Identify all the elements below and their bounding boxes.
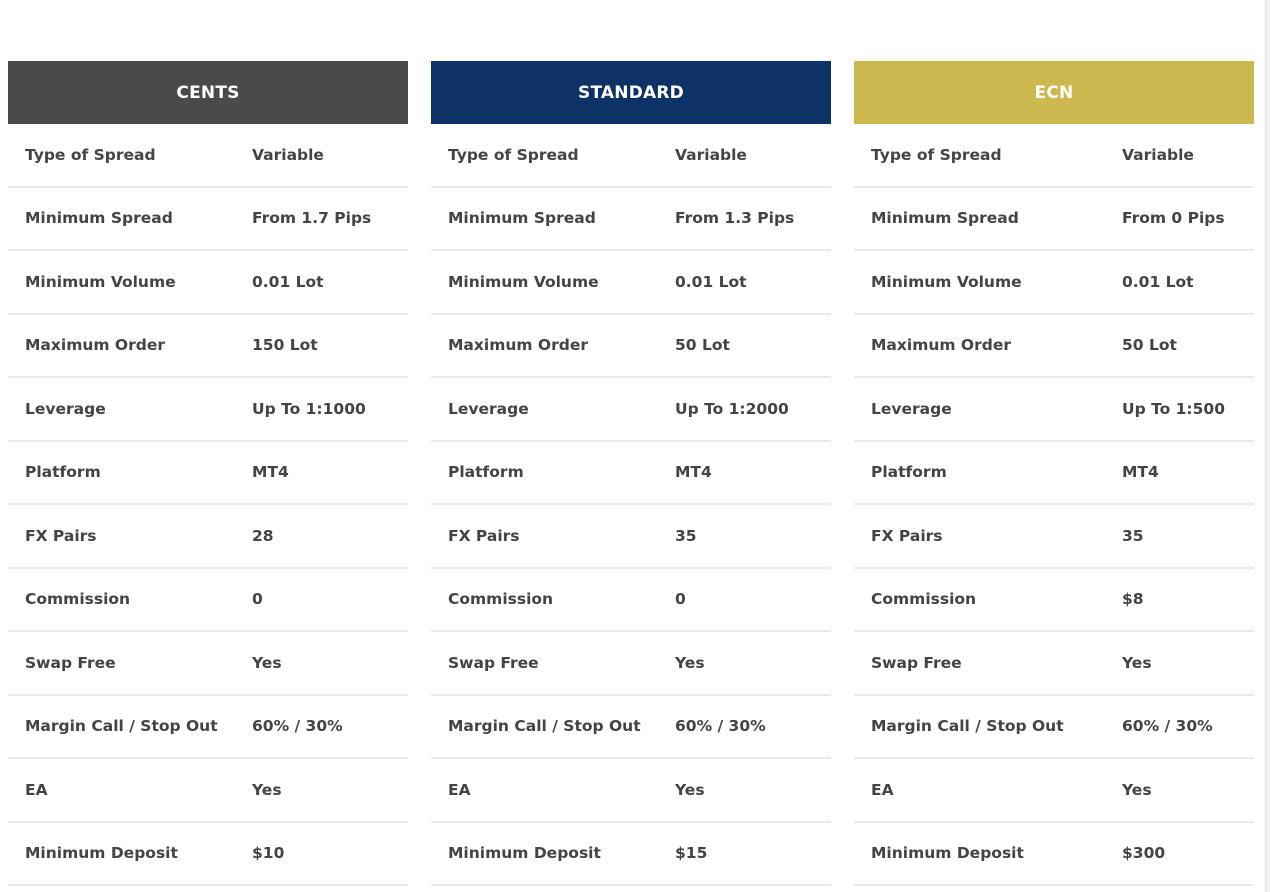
table-row — [431, 823, 831, 887]
row-label: Platform — [448, 463, 524, 482]
account-plans — [8, 61, 1254, 886]
row-label: EA — [25, 780, 48, 799]
row-label: Type of Spread — [871, 145, 1002, 164]
row-label: Minimum Spread — [448, 209, 596, 228]
row-label: Minimum Deposit — [25, 844, 178, 863]
row-label: Swap Free — [871, 653, 962, 672]
row-label: Type of Spread — [25, 145, 156, 164]
table-row — [431, 442, 831, 506]
plan-title-ecn: ECN — [1034, 82, 1074, 103]
table-row — [854, 188, 1254, 252]
row-label: Platform — [871, 463, 947, 482]
row-label: Platform — [25, 463, 101, 482]
table-row — [854, 696, 1254, 760]
table-row — [8, 251, 408, 315]
row-value: From 1.3 Pips — [675, 209, 795, 228]
table-row — [854, 569, 1254, 633]
table-row — [854, 315, 1254, 379]
plan-title-cents: CENTS — [176, 82, 240, 103]
table-row — [854, 823, 1254, 887]
row-label: FX Pairs — [448, 526, 520, 545]
row-label: Leverage — [448, 399, 529, 418]
table-row — [8, 188, 408, 252]
row-value: Yes — [1122, 653, 1152, 672]
row-label: Commission — [25, 590, 131, 609]
row-label: Commission — [448, 590, 554, 609]
table-row — [854, 442, 1254, 506]
plan-title-standard: STANDARD — [578, 82, 684, 103]
row-label: FX Pairs — [25, 526, 97, 545]
row-label: EA — [871, 780, 894, 799]
plan-standard — [431, 61, 831, 886]
row-label: Minimum Volume — [25, 272, 176, 291]
row-value: Yes — [675, 653, 705, 672]
table-row — [8, 378, 408, 442]
row-value: 50 Lot — [1122, 336, 1177, 355]
plan-header-cents — [8, 61, 408, 124]
row-value: 60% / 30% — [252, 717, 343, 736]
row-label: Minimum Deposit — [871, 844, 1024, 863]
row-value: $300 — [1122, 844, 1166, 863]
row-label: Minimum Spread — [871, 209, 1019, 228]
plan-ecn — [854, 61, 1254, 886]
row-label: Minimum Volume — [448, 272, 599, 291]
row-value: 0 — [675, 590, 686, 609]
page-scrollbar[interactable] — [1265, 0, 1270, 892]
row-value: From 0 Pips — [1122, 209, 1225, 228]
row-value: 50 Lot — [675, 336, 730, 355]
table-row — [8, 442, 408, 506]
row-value: Variable — [252, 145, 324, 164]
table-row — [431, 759, 831, 823]
row-value: Variable — [1122, 145, 1194, 164]
table-row — [8, 696, 408, 760]
row-value: Yes — [252, 653, 282, 672]
row-label: Swap Free — [25, 653, 116, 672]
table-row — [8, 632, 408, 696]
row-value: Yes — [1122, 780, 1152, 799]
table-row — [431, 188, 831, 252]
row-value: $15 — [675, 844, 708, 863]
row-value: Up To 1:1000 — [252, 399, 366, 418]
plan-header-standard — [431, 61, 831, 124]
table-row — [854, 378, 1254, 442]
table-row — [8, 569, 408, 633]
row-label: Commission — [871, 590, 977, 609]
plan-header-ecn — [854, 61, 1254, 124]
row-value: Up To 1:500 — [1122, 399, 1225, 418]
row-value: 150 Lot — [252, 336, 318, 355]
row-value: $10 — [252, 844, 285, 863]
row-value: MT4 — [252, 463, 289, 482]
row-label: FX Pairs — [871, 526, 943, 545]
row-label: Leverage — [871, 399, 952, 418]
row-value: From 1.7 Pips — [252, 209, 372, 228]
table-row — [8, 315, 408, 379]
row-value: 0.01 Lot — [675, 272, 747, 291]
plan-rows-standard — [431, 124, 831, 886]
row-value: Variable — [675, 145, 747, 164]
table-row — [854, 124, 1254, 188]
row-label: EA — [448, 780, 471, 799]
row-value: 35 — [1122, 526, 1144, 545]
row-label: Margin Call / Stop Out — [25, 717, 218, 736]
table-row — [8, 124, 408, 188]
row-label: Leverage — [25, 399, 106, 418]
row-label: Margin Call / Stop Out — [448, 717, 641, 736]
row-value: Yes — [675, 780, 705, 799]
table-row — [8, 505, 408, 569]
plan-rows-ecn — [854, 124, 1254, 886]
row-label: Minimum Spread — [25, 209, 173, 228]
table-row — [431, 124, 831, 188]
table-row — [431, 505, 831, 569]
table-row — [854, 632, 1254, 696]
table-row — [854, 251, 1254, 315]
table-row — [431, 251, 831, 315]
row-label: Minimum Deposit — [448, 844, 601, 863]
table-row — [8, 759, 408, 823]
row-value: 0.01 Lot — [1122, 272, 1194, 291]
plan-rows-cents — [8, 124, 408, 886]
table-row — [431, 378, 831, 442]
table-row — [854, 505, 1254, 569]
row-value: 0 — [252, 590, 263, 609]
row-value: Yes — [252, 780, 282, 799]
table-row — [431, 569, 831, 633]
row-label: Maximum Order — [448, 336, 588, 355]
row-label: Maximum Order — [871, 336, 1011, 355]
row-label: Minimum Volume — [871, 272, 1022, 291]
row-value: $8 — [1122, 590, 1144, 609]
row-value: 60% / 30% — [1122, 717, 1213, 736]
table-row — [854, 759, 1254, 823]
row-value: 60% / 30% — [675, 717, 766, 736]
row-label: Margin Call / Stop Out — [871, 717, 1064, 736]
plan-cents — [8, 61, 408, 886]
row-value: 28 — [252, 526, 274, 545]
row-label: Maximum Order — [25, 336, 165, 355]
row-value: MT4 — [675, 463, 712, 482]
row-value: MT4 — [1122, 463, 1159, 482]
row-value: 35 — [675, 526, 697, 545]
row-label: Swap Free — [448, 653, 539, 672]
row-value: Up To 1:2000 — [675, 399, 789, 418]
table-row — [431, 696, 831, 760]
table-row — [431, 632, 831, 696]
table-row — [8, 823, 408, 887]
row-value: 0.01 Lot — [252, 272, 324, 291]
table-row — [431, 315, 831, 379]
row-label: Type of Spread — [448, 145, 579, 164]
